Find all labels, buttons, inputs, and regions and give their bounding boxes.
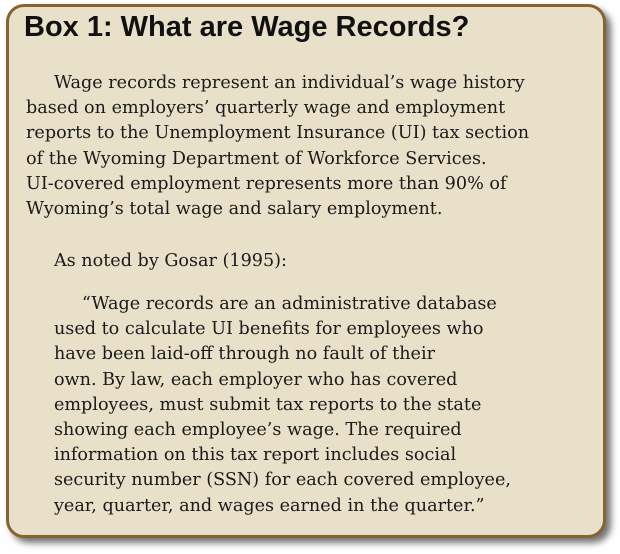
intro-paragraph: Wage records represent an individual’s wage history based on employers’ quarterly wage and employment reports to the Unemployment Insurance (UI) tax section of the Wyoming Department of Workforce Services. UI-covered employment represents more than 90% of Wyoming’s total wage and salary employment.	[26, 73, 530, 220]
quote-paragraph: “Wage records are an administrative database used to calculate UI benefits for employees who have been laid-off through no fault of their own. By law, each employer who has covered employees, must submit tax reports to the state showing each employee’s wage. The required information on this tax report includes social security number (SSN) for each covered employee, year, quarter, and wages earned in the quarter.”	[53, 294, 511, 516]
box-title: Box 1: What are Wage Records?	[24, 11, 470, 43]
wage-records-box	[6, 4, 606, 538]
citation-paragraph: As noted by Gosar (1995):	[26, 251, 287, 271]
